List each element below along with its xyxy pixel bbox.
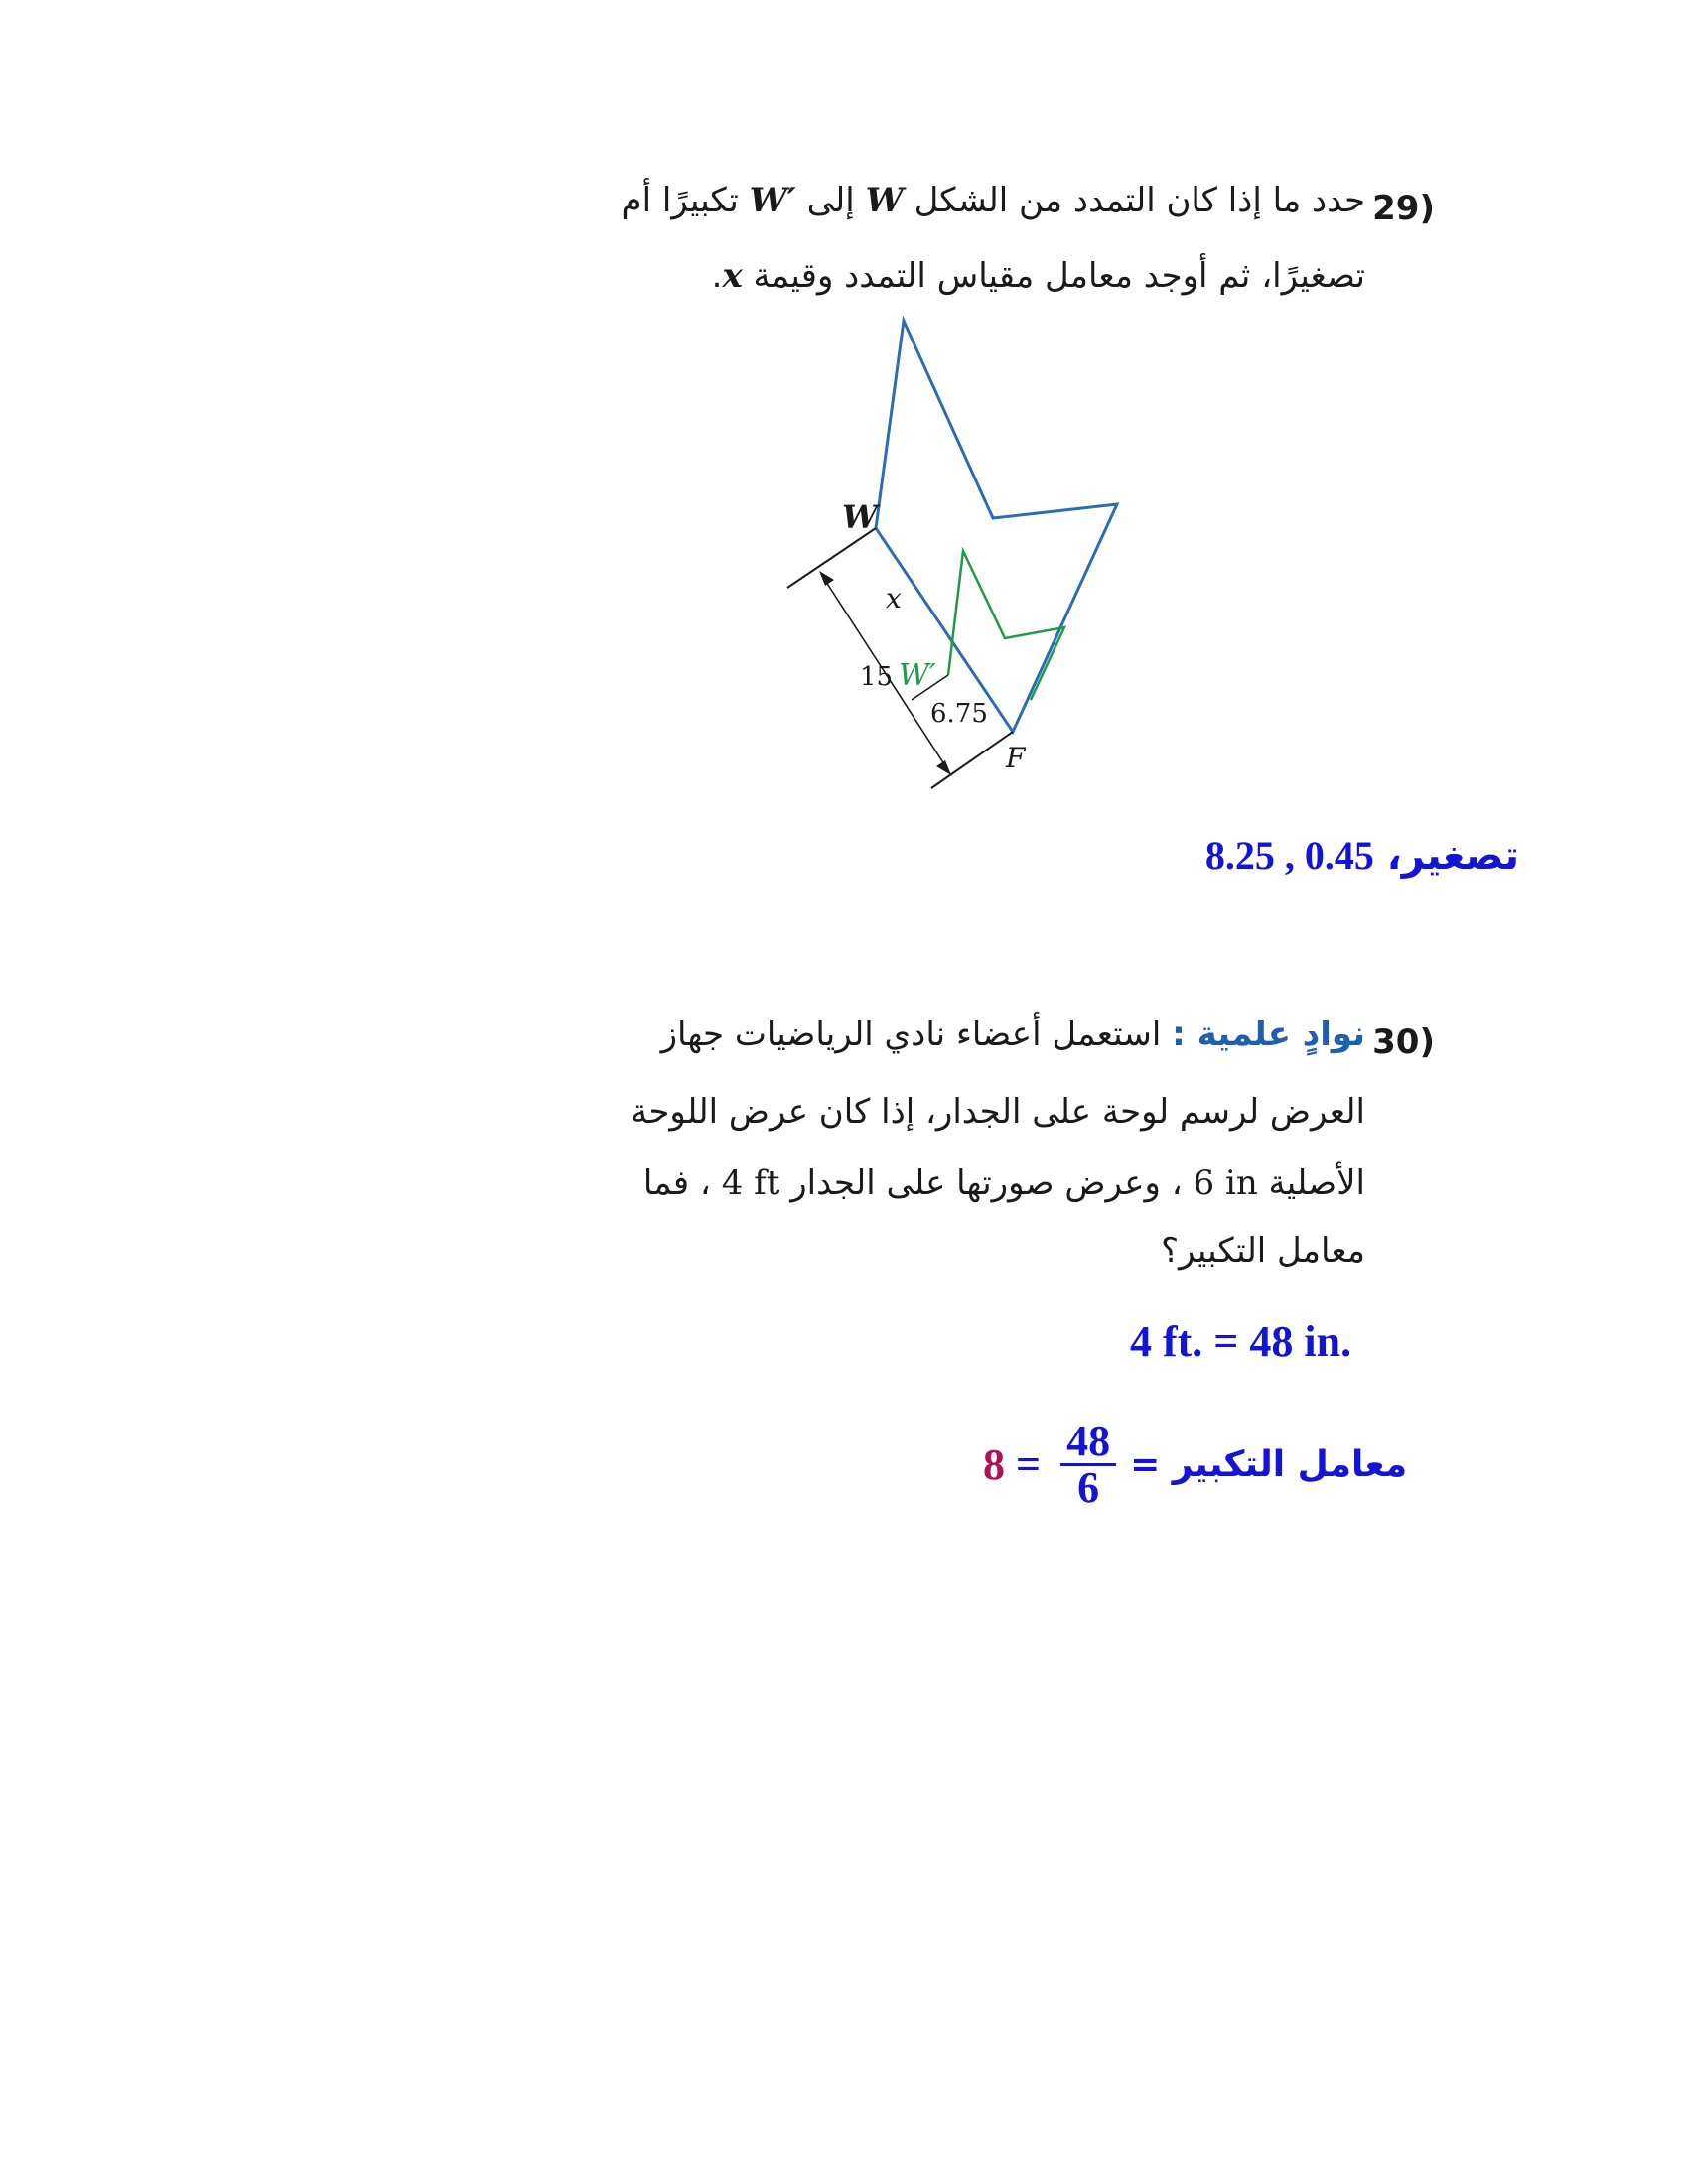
question-29-line-2: تصغيرًا، ثم أوجد معامل مقياس التمدد وقيمة x. bbox=[711, 256, 1365, 296]
question-30-line-3: الأصلية 6 in ، وعرض صورتها على الجدار 4 ft ، فما bbox=[642, 1163, 1365, 1203]
question-29-number: 29) bbox=[1372, 189, 1435, 228]
label-W: W bbox=[842, 498, 878, 536]
ratio-label: معامل التكبير = bbox=[1130, 1443, 1408, 1485]
question-30-line-1: نوادٍ علمية : استعمل أعضاء نادي الرياضيات جهاز bbox=[660, 1015, 1365, 1054]
question-30-line-4: معامل التكبير؟ bbox=[1161, 1231, 1365, 1271]
ratio-result-value bbox=[983, 1439, 1041, 1490]
label-15: 15 bbox=[860, 662, 894, 692]
fraction-denominator: 6 bbox=[1077, 1462, 1100, 1512]
ratio-result bbox=[983, 1439, 1041, 1490]
answer-29: تصغير، 8.25 , 0.45 bbox=[1204, 833, 1519, 879]
topic-tag: نوادٍ علمية : bbox=[1172, 1015, 1365, 1054]
label-F: F bbox=[1006, 742, 1026, 774]
arrowhead-top bbox=[819, 571, 834, 586]
equals-sign: = bbox=[1005, 1439, 1042, 1489]
result-number: 8 bbox=[983, 1439, 1005, 1489]
ratio-fraction bbox=[1060, 1416, 1116, 1512]
label-W-prime: W′ bbox=[899, 658, 936, 693]
answer-30-ratio bbox=[983, 1410, 1407, 1519]
label-6-75: 6.75 bbox=[930, 699, 988, 729]
dilation-figure bbox=[774, 313, 1152, 799]
arrowhead-bottom bbox=[936, 760, 951, 775]
fraction-numerator: 48 bbox=[1060, 1420, 1116, 1466]
shape-W-prime-outline bbox=[948, 551, 1064, 700]
measure-tick-bottom bbox=[931, 732, 1013, 788]
answer-30-conversion: 4 ft. = 48 in. bbox=[1130, 1317, 1352, 1366]
question-29-line-1: حدد ما إذا كان التمدد من الشكل W إلى W′ تكبيرًا أم bbox=[621, 181, 1365, 220]
label-x: x bbox=[886, 582, 902, 614]
question-30-number: 30) bbox=[1372, 1023, 1435, 1062]
question-30-line-2: العرض لرسم لوحة على الجدار، إذا كان عرض اللوحة bbox=[631, 1092, 1365, 1132]
